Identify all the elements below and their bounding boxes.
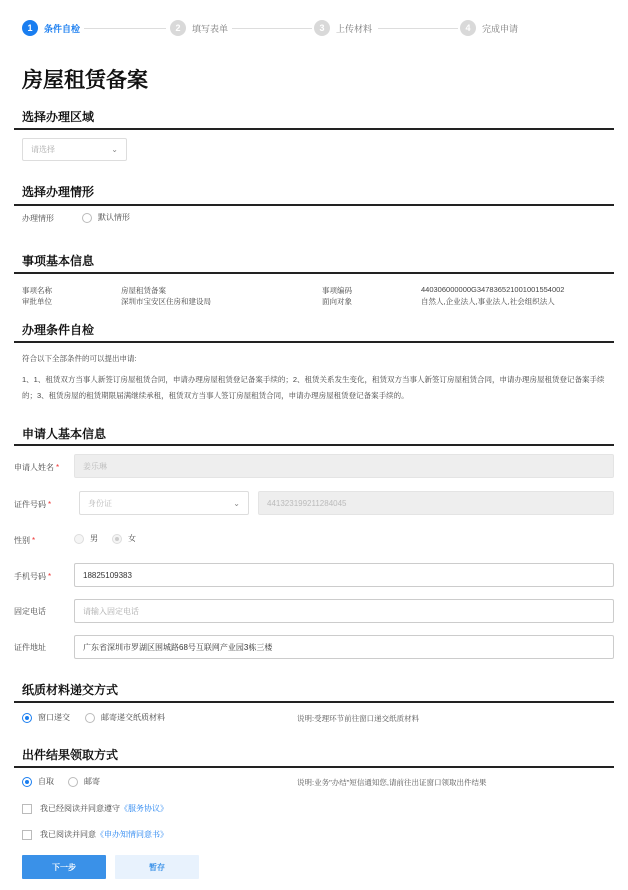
- save-draft-button[interactable]: 暂存: [115, 855, 199, 879]
- radio-icon: [82, 213, 92, 223]
- checkbox-icon: [22, 804, 32, 814]
- applicant-name-label: 申请人姓名 *: [14, 463, 60, 472]
- radio-label: 女: [128, 534, 136, 543]
- phone-label: 手机号码 *: [14, 572, 52, 581]
- address-label: 证件地址: [14, 643, 46, 652]
- section-title-conditions: 办理条件自检: [22, 323, 95, 337]
- paper-note: 说明:受理环节前往窗口递交纸质材料: [297, 714, 420, 723]
- radio-label: 邮寄递交纸质材料: [101, 713, 165, 722]
- step-1: [22, 20, 80, 36]
- radio-icon: [68, 777, 78, 787]
- paper-mail-radio[interactable]: [85, 712, 165, 723]
- result-mail-radio[interactable]: [68, 776, 100, 787]
- radio-icon: [85, 713, 95, 723]
- next-button[interactable]: 下一步: [22, 855, 106, 879]
- chevron-down-icon: ⌄: [233, 498, 240, 508]
- dept-value: 深圳市宝安区住房和建设局: [121, 297, 211, 306]
- gender-male-radio[interactable]: [74, 533, 98, 544]
- region-select-placeholder: 请选择: [31, 145, 55, 154]
- checkbox-icon: [22, 830, 32, 840]
- result-self-radio[interactable]: [22, 776, 54, 787]
- chevron-down-icon: ⌄: [111, 145, 118, 154]
- gender-female-radio[interactable]: [112, 533, 136, 544]
- radio-icon: [22, 713, 32, 723]
- result-note: 说明:业务"办结"短信通知您,请前往出证窗口领取出件结果: [297, 778, 487, 787]
- id-number-label: 证件号码 *: [14, 500, 52, 509]
- radio-icon: [112, 534, 122, 544]
- target-label: 面向对象: [322, 297, 352, 306]
- situation-default-radio[interactable]: [82, 212, 130, 223]
- target-value: 自然人,企业法人,事业法人,社会组织法人: [421, 297, 555, 306]
- radio-icon: [22, 777, 32, 787]
- section-title-applicant: 申请人基本信息: [22, 427, 107, 441]
- step-3: [314, 20, 372, 36]
- radio-label: 自取: [38, 777, 54, 786]
- region-select[interactable]: [22, 138, 127, 161]
- section-divider: [14, 444, 614, 446]
- address-input[interactable]: 广东省深圳市罗湖区围城路68号互联网产业园3栋三楼: [74, 635, 614, 659]
- item-code-value: 440306000000G3478365210010015540​02: [421, 285, 565, 294]
- item-name-label: 事项名称: [22, 286, 52, 295]
- dept-label: 审批单位: [22, 297, 52, 306]
- section-title-region: 选择办理区域: [22, 110, 95, 124]
- step-number: 1: [22, 20, 38, 36]
- step-number: 4: [460, 20, 476, 36]
- id-type-value: 身份证: [88, 498, 112, 508]
- section-title-situation: 选择办理情形: [22, 185, 95, 199]
- gender-label: 性别 *: [14, 536, 36, 545]
- radio-label: 默认情形: [98, 213, 130, 222]
- section-title-basic-info: 事项基本信息: [22, 254, 95, 268]
- radio-label: 邮寄: [84, 777, 100, 786]
- agreement-text: 我已经阅读并同意遵守《服务协议》: [40, 804, 168, 813]
- progress-stepper: [22, 20, 582, 38]
- conditions-intro: 符合以下全部条件的可以提出申请:: [22, 354, 137, 363]
- id-number-input[interactable]: 441323199211284045: [258, 491, 614, 515]
- step-connector: [84, 28, 166, 29]
- step-connector: [232, 28, 312, 29]
- section-title-paper: 纸质材料递交方式: [22, 683, 119, 697]
- service-agreement-checkbox[interactable]: [22, 803, 168, 814]
- page-title: 房屋租赁备案: [22, 69, 148, 92]
- paper-window-radio[interactable]: [22, 712, 70, 723]
- situation-label: 办理情形: [22, 214, 54, 223]
- item-code-label: 事项编码: [322, 286, 352, 295]
- id-type-select[interactable]: [79, 491, 249, 515]
- applicant-name-input[interactable]: 姜乐琳: [74, 454, 614, 478]
- radio-label: 窗口递交: [38, 713, 70, 722]
- step-label: 上传材料: [336, 23, 373, 34]
- item-name-value: 房屋租赁备案: [121, 286, 166, 295]
- landline-label: 固定电话: [14, 607, 46, 616]
- notice-agreement-checkbox[interactable]: [22, 829, 168, 840]
- step-label: 完成申请: [482, 23, 519, 34]
- section-divider: [14, 701, 614, 703]
- step-label: 填写表单: [192, 23, 229, 34]
- step-number: 3: [314, 20, 330, 36]
- section-title-result: 出件结果领取方式: [22, 748, 119, 762]
- phone-input[interactable]: 18825109383: [74, 563, 614, 587]
- section-divider: [14, 128, 614, 130]
- notice-agreement-link[interactable]: 《申办知情同意书》: [96, 830, 168, 839]
- step-2: [170, 20, 228, 36]
- conditions-text: 1、1、租赁双方当事人新签订房屋租赁合同，申请办理房屋租赁登记备案手续的；2、租赁关系发生变化，租赁双方当事人新签订房屋租赁合同，申请办理房屋租赁登记备案手续的；3、租赁房屋的租赁期限届满继续承租，租赁双方当事人签订房屋租赁合同，申请办理房屋租赁登记备案手续的。: [22, 375, 605, 400]
- step-connector: [378, 28, 458, 29]
- section-divider: [14, 204, 614, 206]
- step-label: 条件自检: [44, 23, 81, 34]
- radio-icon: [74, 534, 84, 544]
- section-divider: [14, 766, 614, 768]
- section-divider: [14, 341, 614, 343]
- landline-input[interactable]: 请输入固定电话: [74, 599, 614, 623]
- step-number: 2: [170, 20, 186, 36]
- section-divider: [14, 272, 614, 274]
- step-4: [460, 20, 518, 36]
- radio-label: 男: [90, 534, 98, 543]
- agreement-text: 我已阅读并同意《申办知情同意书》: [40, 830, 168, 839]
- service-agreement-link[interactable]: 《服务协议》: [120, 804, 168, 813]
